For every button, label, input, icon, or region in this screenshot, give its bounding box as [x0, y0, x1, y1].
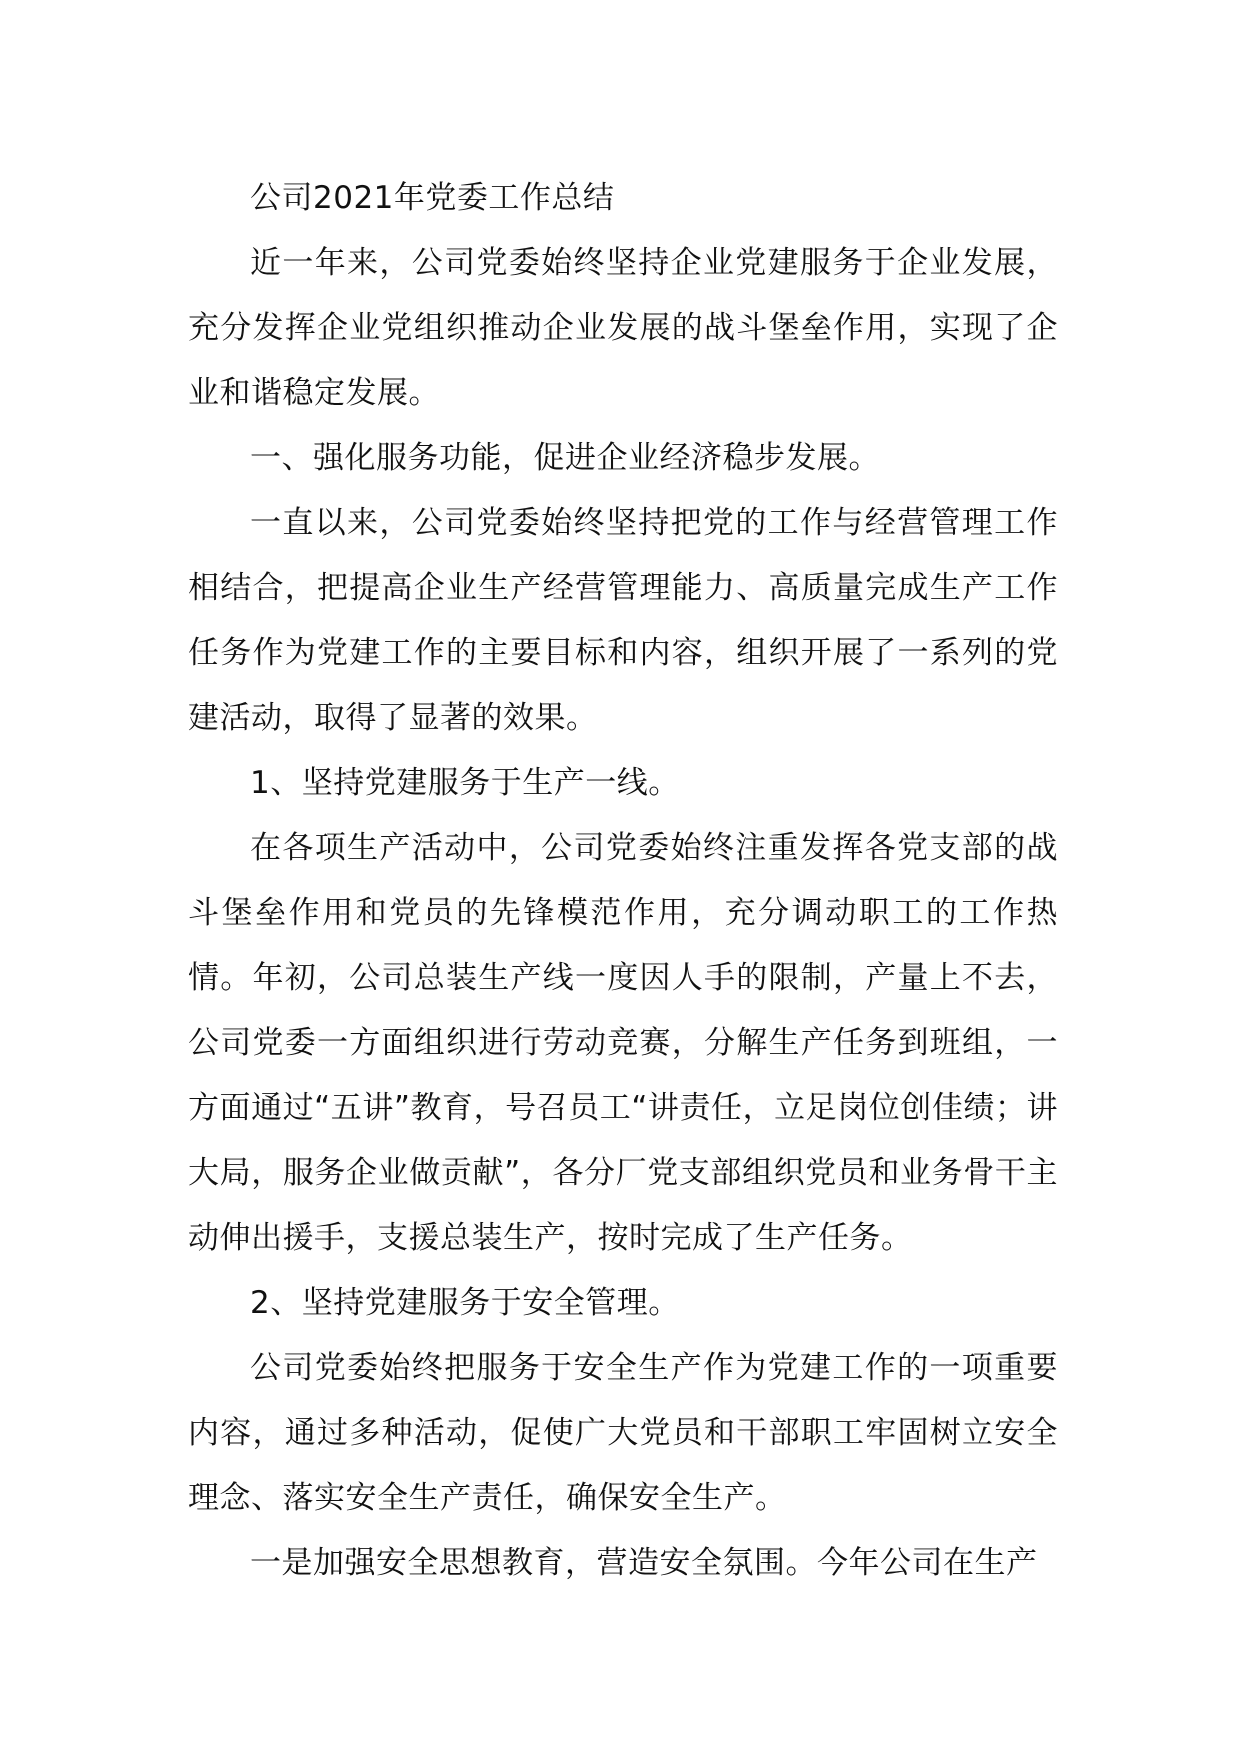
paragraph-section-1: 一直以来，公司党委始终坚持把党的工作与经营管理工作相结合，把提高企业生产经营管理能力、高质量完成生产工作任务作为党建工作的主要目标和内容，组织开展了一系列的党建活动，取得了显著的效果。 [188, 505, 1058, 736]
subheading-1: 1、坚持党建服务于生产一线。 [250, 765, 680, 801]
paragraph-safety: 公司党委始终把服务于安全生产作为党建工作的一项重要内容，通过多种活动，促使广大党员和干部职工牢固树立安全理念、落实安全生产责任，确保安全生产。 [188, 1350, 1058, 1516]
subheading-2: 2、坚持党建服务于安全管理。 [250, 1285, 680, 1321]
paragraph-safety-education: 一是加强安全思想教育，营造安全氛围。今年公司在生产 [250, 1545, 1038, 1581]
paragraph-intro: 近一年来，公司党委始终坚持企业党建服务于企业发展，充分发挥企业党组织推动企业发展的战斗堡垒作用，实现了企业和谐稳定发展。 [188, 245, 1058, 411]
paragraph-production: 在各项生产活动中，公司党委始终注重发挥各党支部的战斗堡垒作用和党员的先锋模范作用，充分调动职工的工作热情。年初，公司总装生产线一度因人手的限制，产量上不去，公司党委一方面组织进行劳动竞赛，分解生产任务到班组，一方面通过“五讲”教育，号召员工“讲责任，立足岗位创佳绩；讲大局，服务企业做贡献”，各分厂党支部组织党员和业务骨干主动伸出援手，支援总装生产，按时完成了生产任务。 [188, 830, 1058, 1256]
document-body [188, 166, 1058, 1596]
document-title: 公司2021年党委工作总结 [250, 180, 615, 216]
section-heading-1: 一、强化服务功能，促进企业经济稳步发展。 [250, 440, 880, 476]
